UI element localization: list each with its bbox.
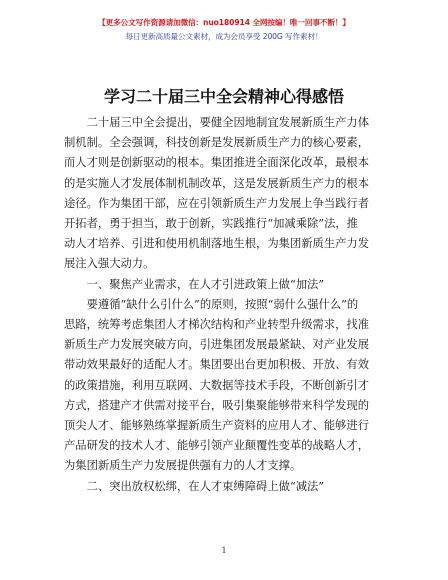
body-line: 带动效果最好的适配人才。集团要出台更加积极、开放、有效 xyxy=(64,358,370,372)
body-line: 的政策措施，利用互联网、大数据等技术手段，不断创新引才 xyxy=(64,378,370,392)
body-line: 为集团新质生产力发展提供强有力的人才支撑。 xyxy=(64,459,302,473)
body-line: 途径。作为集团干部，应在引领新质生产力发展上争当践行者 xyxy=(64,196,370,210)
promo-banner-line: 【更多公文写作资源请加微信：nuo180914 全网按编！唯一回事不断！】 xyxy=(98,18,350,27)
body-line: 方式，搭建产才供需对接平台，吸引集聚能够带来科学发现的 xyxy=(64,398,370,412)
body-line: 开拓者，勇于担当，敢于创新，实践推行“加减乘除”法，推 xyxy=(64,217,358,231)
page-number: 1 xyxy=(221,546,227,555)
body-line: 二十届三中全会提出，要健全因地制宜发展新质生产力体 xyxy=(86,116,370,129)
document-title: 学习二十届三中全会精神心得感悟 xyxy=(103,87,344,106)
section-heading: 一、聚焦产业需求，在人才引进政策上做“加法” xyxy=(86,277,325,291)
body-line: 展注入强大动力。 xyxy=(64,257,155,271)
body-line: 新质生产力发展突破方向，引进集团发展最紧缺、对产业发展 xyxy=(64,338,370,352)
section-heading: 二、突出放权松绑，在人才束缚障碍上做“减法” xyxy=(86,479,325,493)
body-line: 思路，统筹考虑集团人才梯次结构和产业转型升级需求，找准 xyxy=(64,318,370,332)
body-line: 制机制。全会强调，科技创新是发展新质生产力的核心要素， xyxy=(64,136,370,150)
body-line: 动人才培养、引进和使用机制落地生根，为集团新质生产力发 xyxy=(64,237,370,251)
promo-subtitle-line: 每日更新高质量公文素材，成为会员享受 200G 写作素材！ xyxy=(125,32,323,41)
document-body xyxy=(64,113,386,497)
body-line: 顶尖人才、能够熟练掌握新质生产资料的应用人才、能够进行 xyxy=(64,419,370,433)
body-line: 的是实施人才发展体制机制改革，这是发展新质生产力的根本 xyxy=(64,176,370,190)
body-line: 而人才则是创新驱动的根本。集团推进全面深化改革，最根本 xyxy=(64,156,370,170)
body-line: 产品研发的技术人才、能够引领产业颠覆性变革的战略人才， xyxy=(64,439,370,453)
body-line: 要遵循“缺什么引什么”的原则，按照“弱什么强什么”的 xyxy=(86,297,359,311)
